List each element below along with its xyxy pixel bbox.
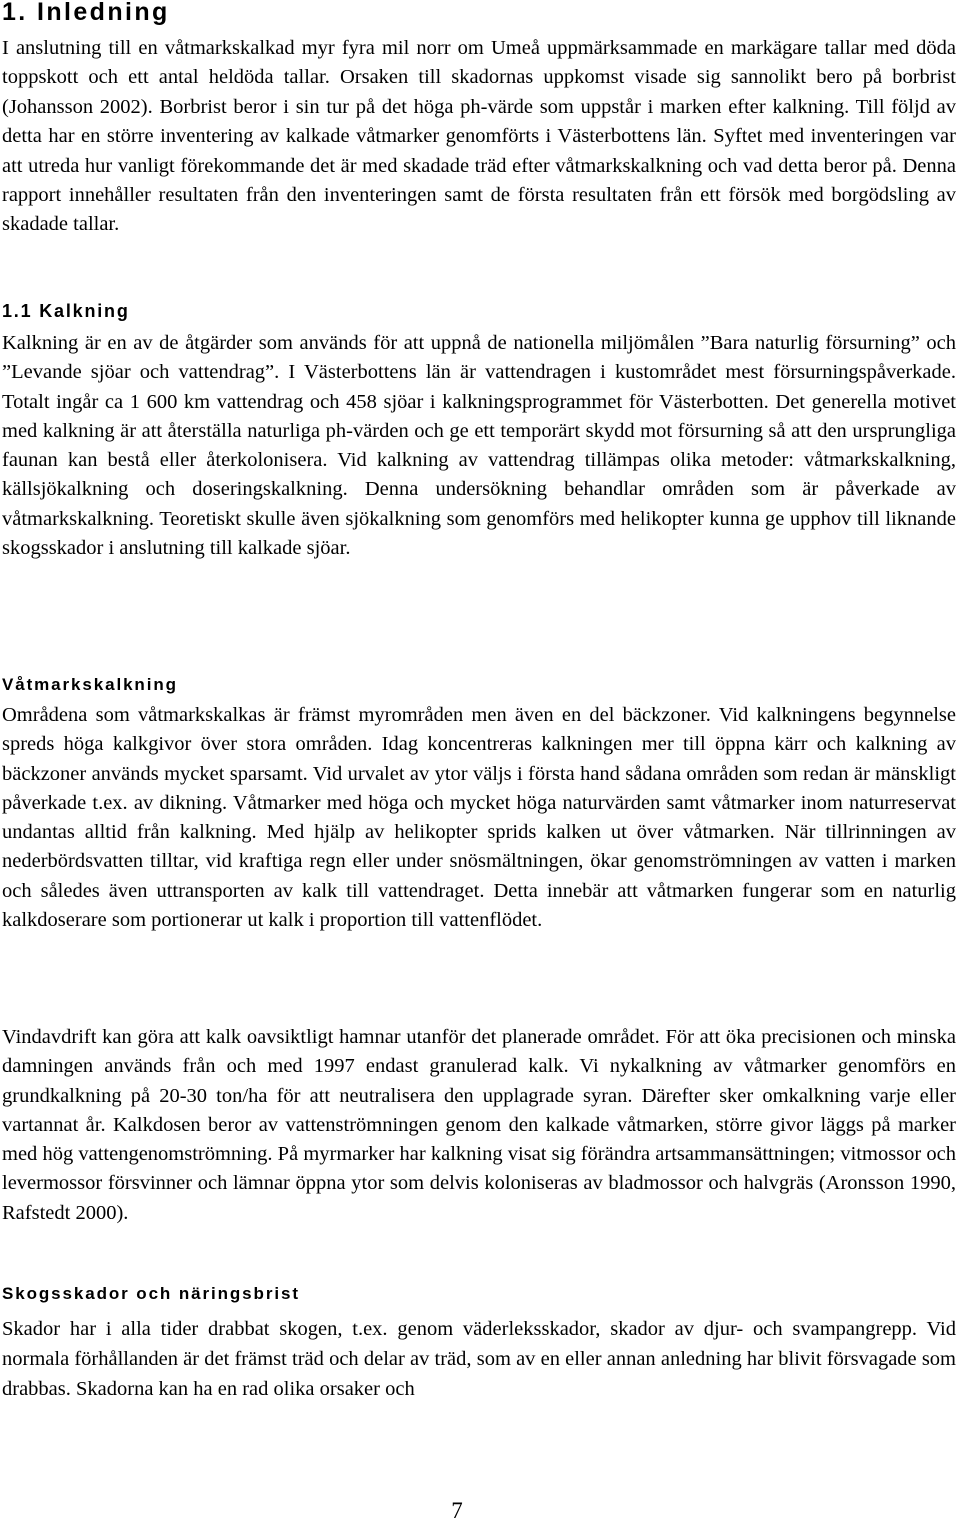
section-heading-kalkning: 1.1 Kalkning xyxy=(2,301,130,321)
paragraph-vatmarkskalkning: Områdena som våtmarkskalkas är främst myrområden men även en del bäckzoner. Vid kalkningens begynnelse spreds höga kalkgivor över stora områden. Idag koncentreras kalkningen mer till öppna kärr och kalkning av bäckzoner används mycket sparsamt. Vid urvalet av ytor väljs i första hand sådana områden som redan är mänskligt påverkade t.ex. av dikning. Våtmarker med höga och mycket höga naturvärden samt våtmarker inom naturreservat undantas alltid från kalkning. Med hjälp av helikopter sprids kalken ut över våtmarken. När tillrinningen av nederbördsvatten tilltar, vid kraftiga regn eller under snösmältningen, ökar genomströmningen av vatten i marken och således även uttransporten av kalk till vattendraget. Detta innebär att våtmarken fungerar som en naturlig kalkdoserare som portionerar ut kalk i proportion till vattenflödet. xyxy=(2,704,956,932)
paragraph-vindavdrift: Vindavdrift kan göra att kalk oavsiktligt hamnar utanför det planerade området. För att öka precisionen och minska damningen används från och med 1997 endast granulerad kalk. Vi nykalkning av våtmarker genomförs en grundkalkning på 20-30 ton/ha för att neutralisera den upplagrade syran. Därefter sker omkalkning varje eller vartannat år. Kalkdosen beror av vattenströmningen genom den kalkade våtmarken, större givor läggs på marker med hög vattengenomströmning. På myrmarker har kalkning visat sig förändra artsammansättningen; vitmossor och levermossor försvinner och lämnar öppna ytor som delvis koloniseras av bladmossor och halvgräs (Aronsson 1990, Rafstedt 2000). xyxy=(2,1026,956,1224)
subheading-skogsskador: Skogsskador och näringsbrist xyxy=(2,1284,300,1303)
page-number: 7 xyxy=(451,1498,463,1523)
subheading-vatmarkskalkning: Våtmarkskalkning xyxy=(2,675,178,694)
section-heading-inledning: 1. Inledning xyxy=(2,0,170,26)
paragraph-skogsskador: Skador har i alla tider drabbat skogen, t.ex. genom väderleksskador, skador av djur- och svampangrepp. Vid normala förhållanden är det främst träd och delar av träd, som av en eller annan anledning har blivit försvagade som drabbas. Skadorna kan ha en rad olika orsaker och xyxy=(2,1318,956,1400)
paragraph-kalkning: Kalkning är en av de åtgärder som används för att uppnå de nationella miljömålen ”Bara naturlig försurning” och ”Levande sjöar och vattendrag”. I Västerbottens län är vattendragen i kustområdet mest försurningspåverkade. Totalt ingår ca 1 600 km vattendrag och 458 sjöar i kalkningsprogrammet för Västerbotten. Det generella motivet med kalkning är att återställa naturliga ph-värden och ge ett temporärt skydd mot försurning så att den ursprungliga faunan kan bestå eller återkolonisera. Vid kalkning av vattendrag tillämpas olika metoder: våtmarkskalkning, källsjökalkning och doseringskalkning. Denna undersökning behandlar områden som är påverkade av våtmarkskalkning. Teoretiskt skulle även sjökalkning som genomförs med helikopter kunna ge upphov till liknande skogsskador i anslutning till kalkade sjöar. xyxy=(2,332,956,560)
paragraph-intro: I anslutning till en våtmarkskalkad myr fyra mil norr om Umeå uppmärksammade en markägare tallar med döda toppskott och ett antal heldöda tallar. Orsaken till skadornas uppkomst visade sig sannolikt bero på borbrist (Johansson 2002). Borbrist beror i sin tur på det höga ph-värde som uppstår i marken efter kalkning. Till följd av detta har en större inventering av kalkade våtmarker genomförts i Västerbottens län. Syftet med inventeringen var att utreda hur vanligt förekommande det är med skadade träd efter våtmarkskalkning och vad detta beror på. Denna rapport innehåller resultaten från den inventeringen samt de första resultaten från ett försök med borgödsling av skadade tallar. xyxy=(2,37,956,236)
